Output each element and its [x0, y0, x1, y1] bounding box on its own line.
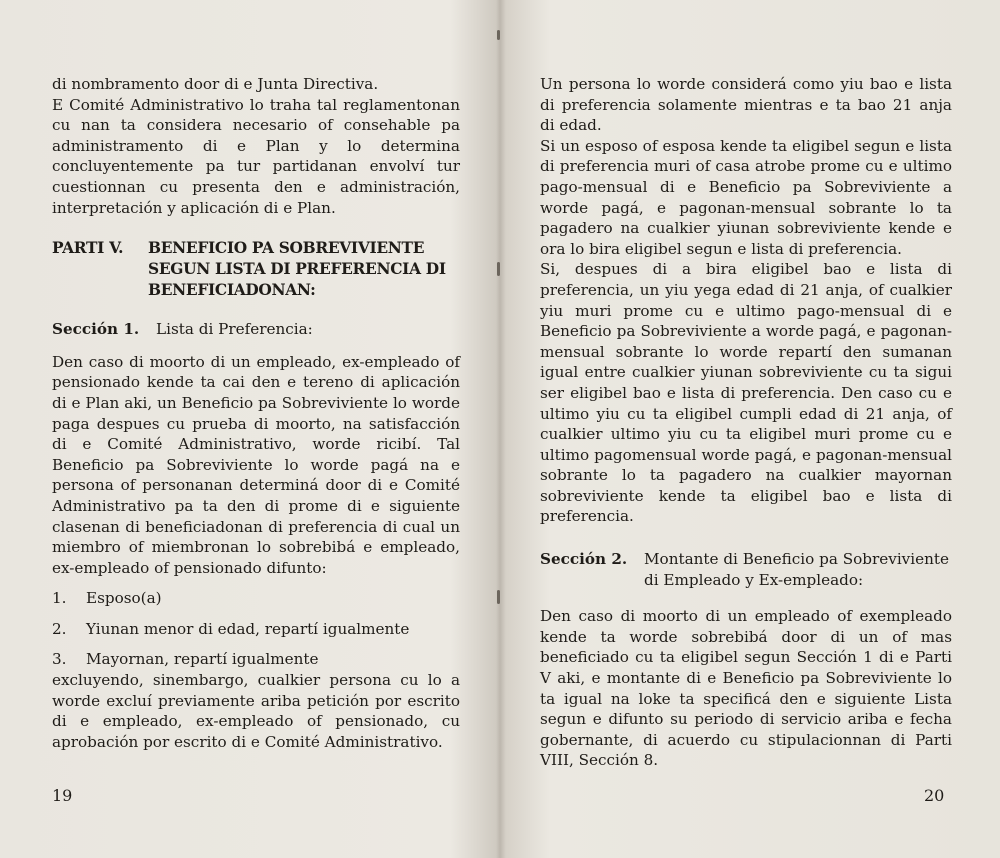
section-heading — [540, 549, 952, 590]
body-paragraph: Den caso di moorto di un empleado, ex-empleado of pensionado kende ta cai den e tereno di aplicación di e Plan aki, un Beneficio pa Sobreviviente lo worde paga despues cu prueba di moorto, na satisfacción di e Comité Administrativo, worde ricibí. Tal Beneficio pa Sobreviviente lo worde pagá na e persona of personanan determiná door di e Comité Administrativo pa ta den di prome di e siguiente clasenan di beneficiadonan di preferencia di cual un miembro of miembronan lo sobrebibá e empleado, ex-empleado of pensionado difunto: — [52, 352, 460, 577]
list-item-text: Yiunan menor di edad, repartí igualmente — [86, 619, 410, 638]
intro-paragraph: E Comité Administrativo lo traha tal reglamentonan cu nan ta considera necesario of consehable pa administramento di e Plan y lo determina concluyentemente pa tur partidanan envolví tur cuestionnan cu presenta den e administración, interpretación y aplicación di e Plan. — [52, 95, 460, 217]
page-number: 20 — [924, 786, 945, 805]
parti-title: BENEFICIO PA SOBREVIVIENTE SEGUN LISTA DI PREFERENCIA DI BENEFICIADONAN: — [148, 239, 446, 300]
paragraph: Si un esposo of esposa kende ta eligibel segun e lista di preferencia muri of casa atrobe prome cu e ultimo pago-mensual di e Beneficio pa Sobreviviente a worde pagá, e pagonan-mensual sobrante lo ta pagadero na cualkier yiunan sobreviviente kende e ora lo bira eligibel segun e lista di preferencia. — [540, 136, 952, 258]
list-item-number: 1. — [52, 589, 67, 608]
list-item — [52, 649, 460, 670]
right-page — [540, 74, 952, 771]
section-label: Sección 1. — [52, 320, 140, 339]
parti-heading — [52, 238, 460, 301]
gutter-mark — [497, 590, 500, 604]
section-title: Lista di Preferencia: — [156, 320, 313, 339]
list-item-text: Esposo(a) — [86, 589, 162, 608]
section-label: Sección 2. — [540, 550, 628, 569]
gutter-mark — [497, 262, 500, 276]
list-item-number: 2. — [52, 619, 67, 638]
tail-paragraph: excluyendo, sinembargo, cualkier persona cu lo a worde excluí previamente ariba petición por escrito di e empleado, ex-empleado of pensionado, cu aprobación por escrito di e Comité Administrativo. — [52, 671, 460, 751]
section-title: Montante di Beneficio pa Sobreviviente di Empleado y Ex-empleado: — [644, 550, 949, 589]
paragraph: Den caso di moorto di un empleado of exempleado kende ta worde sobrebibá door di un of mas beneficiado cu ta eligibel segun Sección 1 di e Parti V aki, e montante di e Beneficio pa Sobreviviente lo ta igual na loke ta specificá den e siguiente Lista segun e difunto su periodo di servicio ariba e fecha gobernante, di acuerdo cu stipulacionnan di Parti VIII, Sección 8. — [540, 607, 952, 770]
paragraph: Un persona lo worde considerá como yiu bao e lista di preferencia solamente mientras e ta bao 21 anja di edad. — [540, 75, 952, 135]
list-item — [52, 619, 460, 640]
page-number: 19 — [52, 786, 73, 805]
gutter-mark — [497, 30, 500, 40]
list-item-number: 3. — [52, 650, 67, 669]
section-heading — [52, 319, 460, 340]
parti-number: PARTI V. — [52, 239, 124, 258]
left-page — [52, 74, 460, 752]
intro-line: di nombramento door di e Junta Directiva. — [52, 75, 379, 93]
list-item — [52, 588, 460, 609]
paragraph: Si, despues di a bira eligibel bao e lista di preferencia, un yiu yega edad di 21 anja, of cualkier yiu muri prome cu e ultimo pago-mensual di e Beneficio pa Sobreviviente a worde pagá, e pagonan-mensual sobrante lo worde repartí den sumanan igual entre cualkier yiunan sobreviviente cu ta sigui ser eligibel bao e lista di preferencia. Den caso cu e ultimo yiu cu ta eligibel cumpli edad di 21 anja, of cualkier ultimo yiu cu ta eligibel muri prome cu e ultimo pagomensual worde pagá, e pagonan-mensual sobrante lo ta pagadero na cualkier mayornan sobreviviente kende ta eligibel bao e lista di preferencia. — [540, 260, 952, 526]
list-item-text: Mayornan, repartí igualmente — [86, 650, 319, 669]
